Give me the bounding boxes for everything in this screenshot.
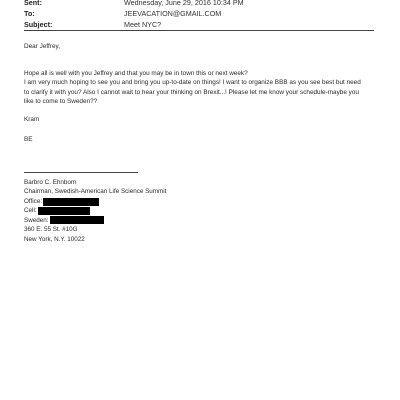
- subject-label: Subject:: [24, 20, 53, 29]
- redaction-office: [43, 198, 99, 206]
- sent-value: Wednesday, June 29, 2016 10:34 PM: [124, 0, 244, 7]
- cell-line: [24, 206, 166, 215]
- message-paragraph: [24, 69, 384, 107]
- cell-label: Cell:: [24, 207, 37, 215]
- sweden-line: [24, 216, 166, 225]
- closing-kram: [24, 115, 384, 124]
- to-row: [24, 8, 384, 19]
- subject-value: Meet NYC?: [124, 20, 162, 29]
- to-label: To:: [24, 9, 35, 18]
- subject-row: [24, 19, 384, 30]
- redaction-cell: [38, 207, 90, 215]
- closing-initials-text: BE: [24, 136, 33, 143]
- sent-label: Sent:: [24, 0, 42, 7]
- message-line: like to come to Sweden??: [24, 98, 98, 106]
- address-line-2: New York, N.Y. 10022: [24, 235, 85, 243]
- greeting-text: Dear Jeffrey,: [24, 43, 60, 50]
- signature-block: [24, 178, 166, 244]
- greeting: [24, 42, 384, 51]
- signature-divider: [24, 172, 138, 173]
- sent-row: [24, 0, 384, 8]
- redaction-sweden: [50, 216, 104, 224]
- message-line: to clarify it with you? Also I cannot wait to hear your thinking on Brexit...! Please let me know your schedule-maybe you: [24, 88, 359, 96]
- address-line-1: 360 E. 55 St. #10G: [24, 226, 78, 234]
- office-label: Office:: [24, 197, 43, 205]
- message-line: Hope all is well with you Jeffrey and that you may be in town this or next week?: [24, 70, 248, 77]
- office-line: [24, 197, 166, 206]
- message-line: I am very much hoping to see you and bring you up-to-date on things! I want to organize BBB as you see best but need: [24, 79, 361, 87]
- sweden-label: Sweden:: [24, 216, 49, 224]
- signature-title: Chairman, Swedish-American Life Science Summit: [24, 188, 167, 196]
- header-divider: [24, 30, 374, 31]
- closing-initials: [24, 135, 384, 144]
- email-header: [24, 0, 384, 30]
- to-value: JEEVACATION@GMAIL.COM: [124, 9, 222, 18]
- closing-kram-text: Kram: [24, 116, 40, 123]
- signature-name: Barbro C. Ehnbom: [24, 179, 77, 186]
